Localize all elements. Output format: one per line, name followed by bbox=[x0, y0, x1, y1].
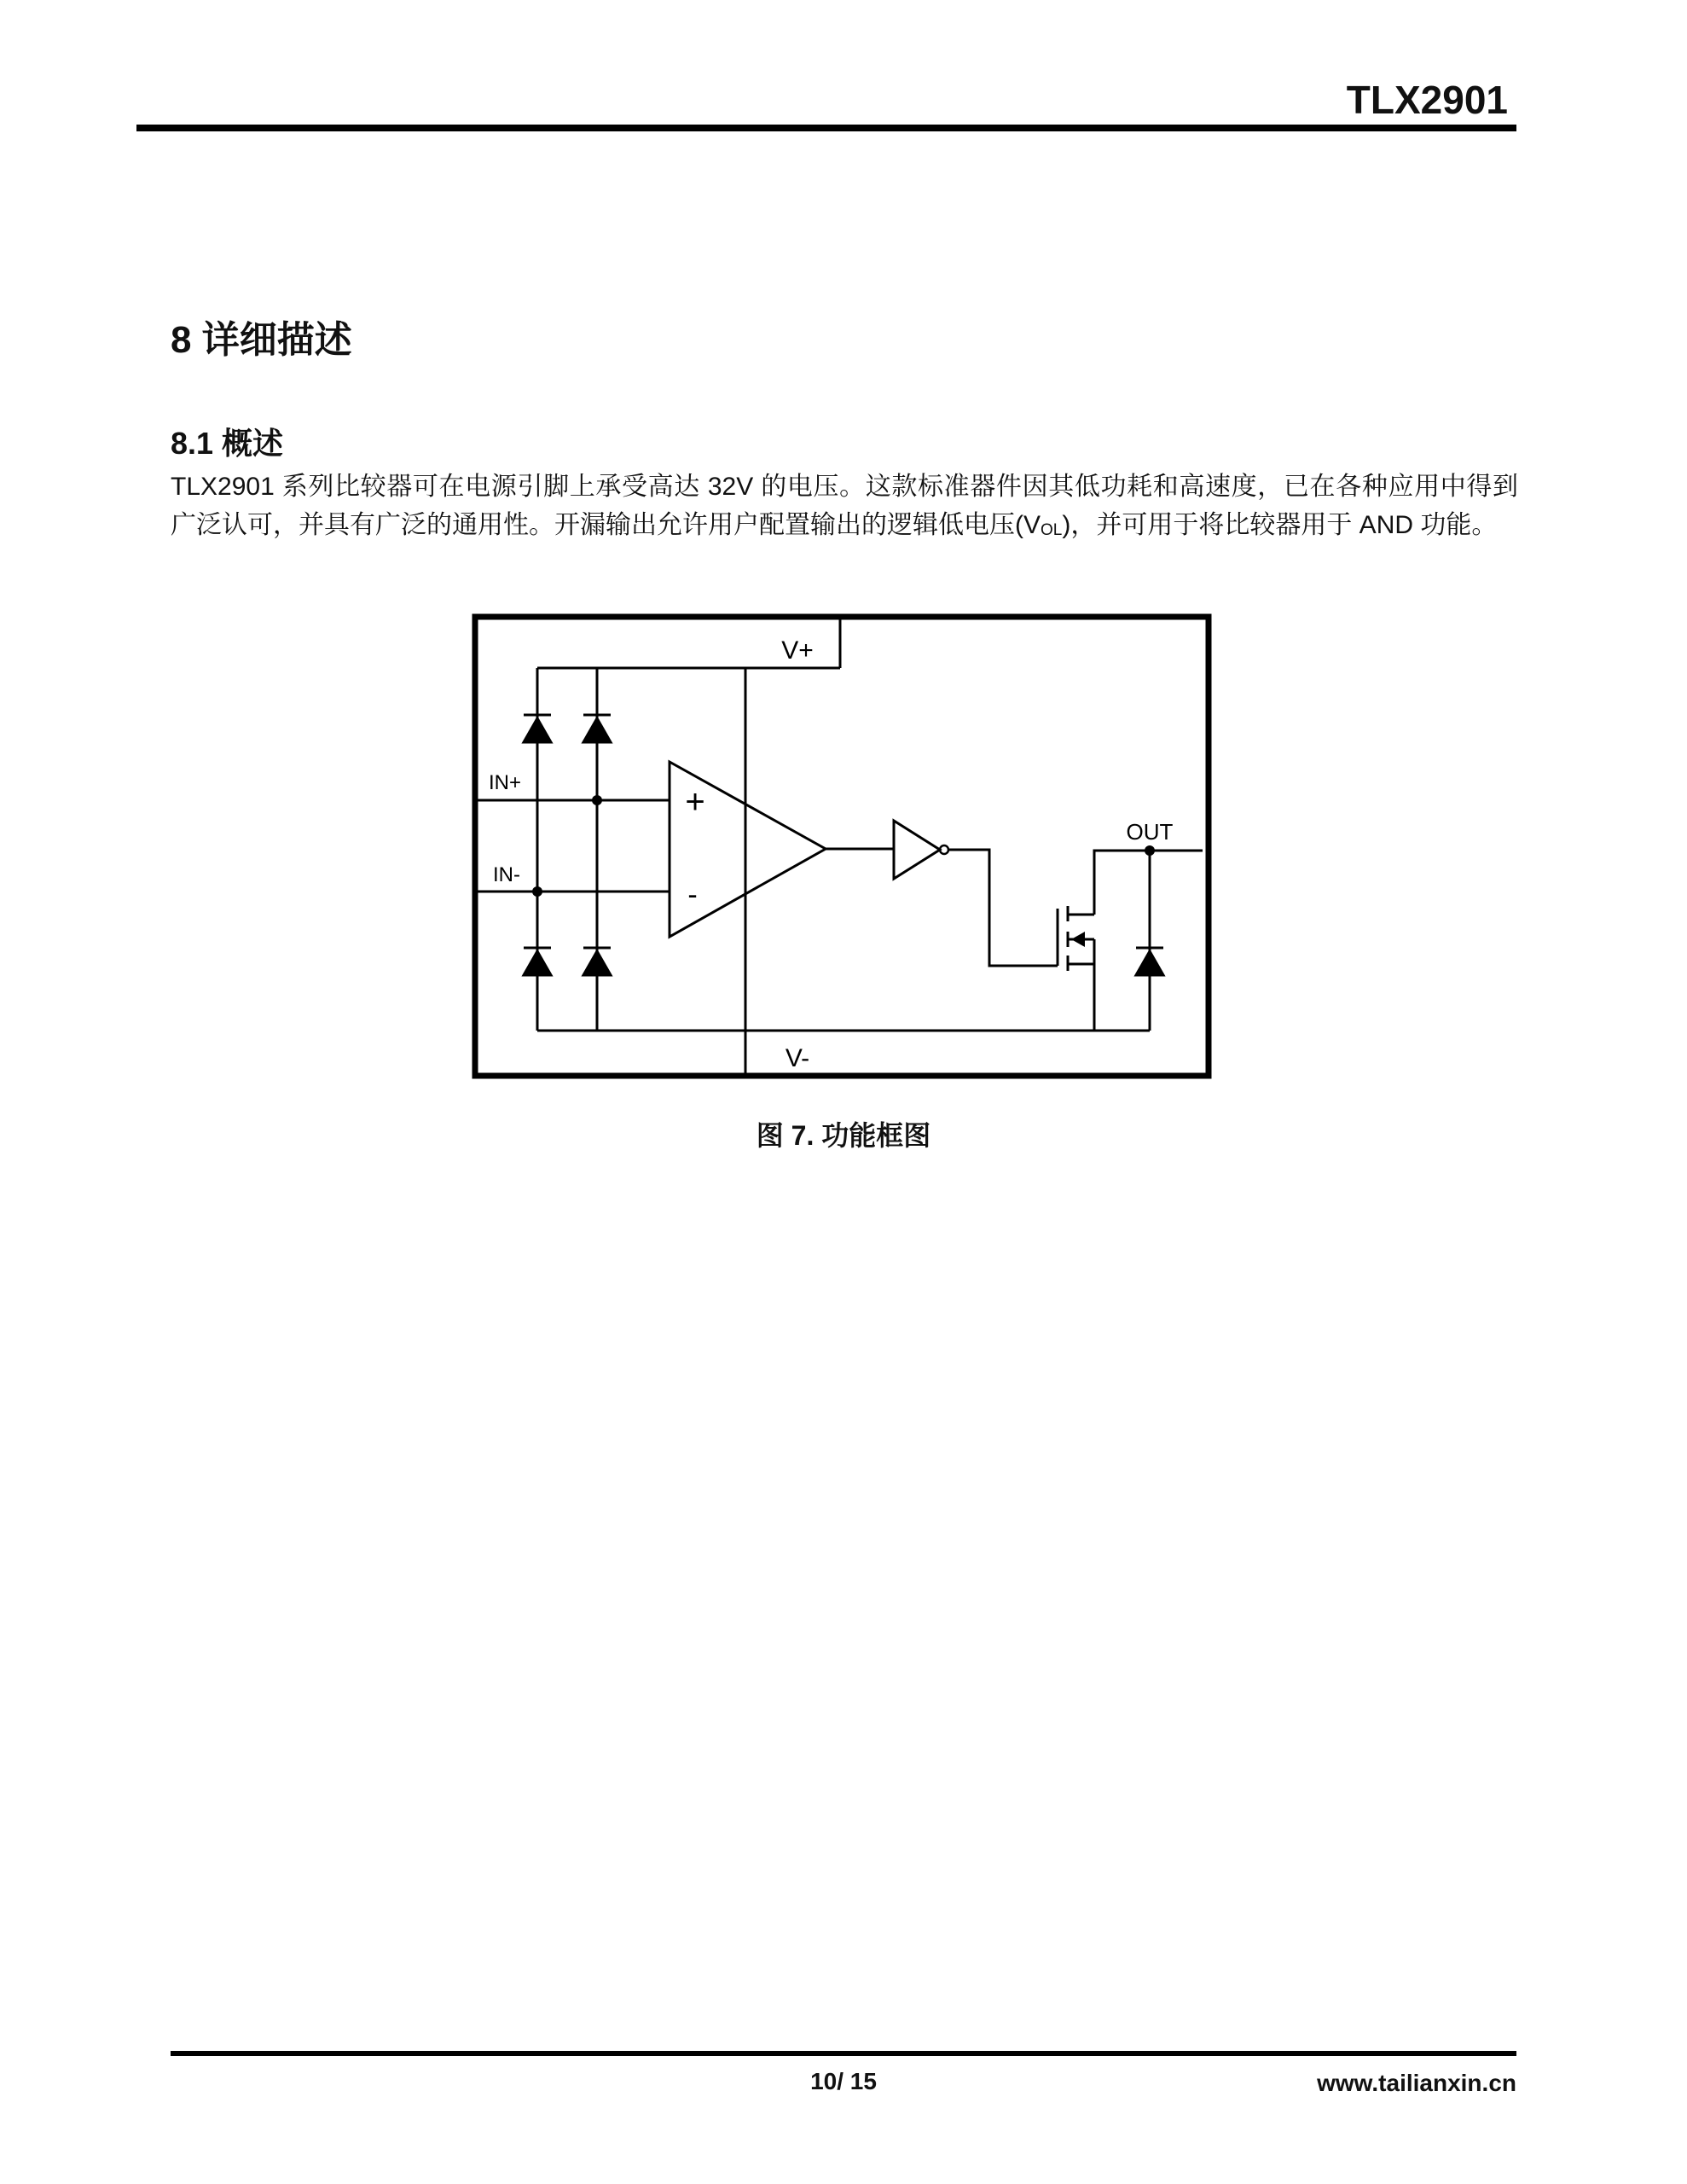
functional-block-diagram bbox=[467, 608, 1218, 1086]
mosfet-body-arrow bbox=[1071, 932, 1085, 947]
section-heading: 8 详细描述 bbox=[171, 319, 352, 361]
header-rule bbox=[136, 125, 1516, 131]
junction-dots bbox=[532, 795, 1155, 897]
diagram-frame bbox=[475, 617, 1209, 1076]
website-link[interactable]: www.tailianxin.cn bbox=[1317, 2070, 1516, 2096]
in-minus-label: IN- bbox=[493, 863, 520, 886]
document-title: TLX2901 bbox=[1346, 78, 1508, 122]
paragraph-text-2: )，并可用于将比较器用于 AND 功能。 bbox=[1062, 511, 1498, 539]
out-label: OUT bbox=[1126, 819, 1174, 845]
in-plus-label: IN+ bbox=[489, 771, 522, 794]
paragraph-subscript: OL bbox=[1041, 521, 1063, 539]
figure-caption: 图 7. 功能框图 bbox=[756, 1120, 931, 1151]
page-number: 10/ 15 bbox=[810, 2068, 877, 2094]
opamp-plus-label: + bbox=[685, 783, 705, 821]
footer-rule bbox=[171, 2051, 1516, 2056]
vminus-label: V- bbox=[785, 1044, 810, 1072]
opamp-minus-label: - bbox=[687, 879, 698, 911]
paragraph-text-1: TLX2901 系列比较器可在电源引脚上承受高达 32V 的电压。这款标准器件因其低功耗和高速度，已在各种应用中得到广泛认可，并具有广泛的通用性。开漏输出允许用户配置输出的逻辑低电压(V bbox=[171, 473, 1518, 539]
overview-paragraph bbox=[171, 468, 1518, 549]
subsection-heading: 8.1 概述 bbox=[171, 426, 284, 461]
vplus-label: V+ bbox=[781, 636, 814, 665]
